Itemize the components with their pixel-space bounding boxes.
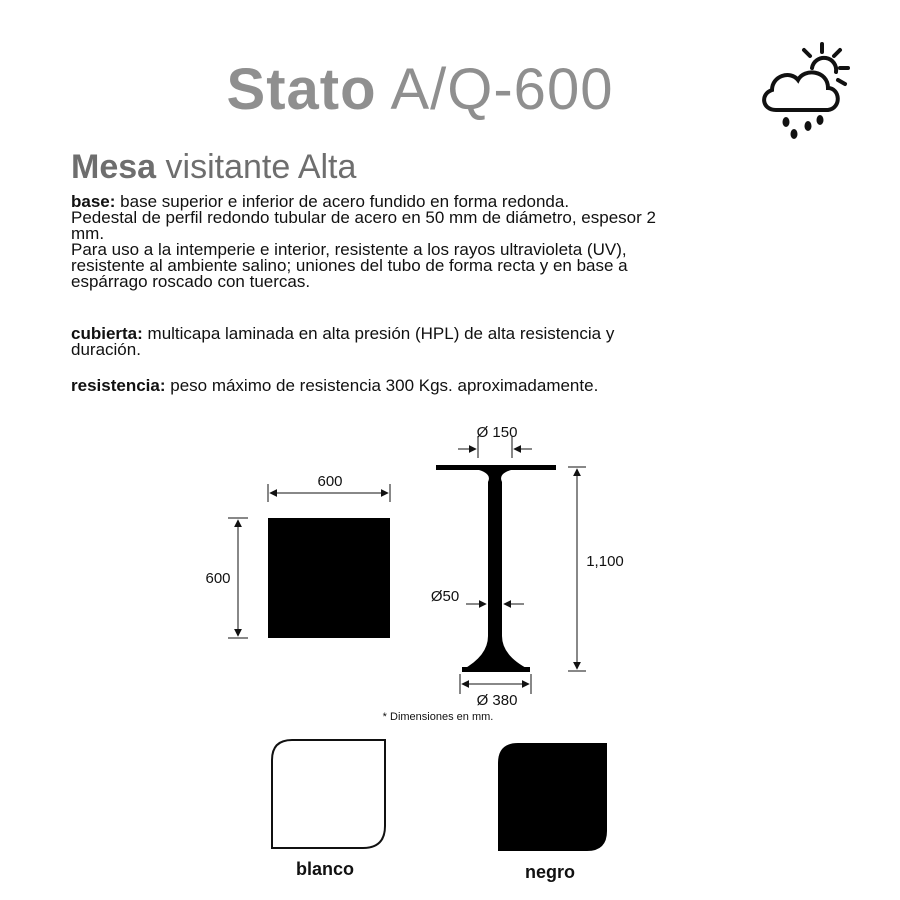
column-diameter-label: Ø50 xyxy=(430,588,460,605)
finish-label-blanco: blanco xyxy=(295,859,354,879)
finish-label-negro: negro xyxy=(524,862,575,882)
width-label: 600 xyxy=(317,473,343,490)
spec-cubierta-line1: multicapa laminada en alta presión (HPL) de alta resistencia y xyxy=(147,324,615,343)
subtitle-bold: Mesa xyxy=(71,148,157,186)
spec-base-label: base: xyxy=(71,192,116,211)
spec-base-line5: resistente al ambiente salino; uniones del tubo de forma recta y en base a xyxy=(71,256,628,275)
spec-cubierta-line2: duración. xyxy=(71,340,141,359)
dimensions-note: * Dimensiones en mm. xyxy=(382,711,494,723)
swatch-negro xyxy=(498,743,607,851)
spec-base-line6: espárrago roscado con tuercas. xyxy=(71,272,311,291)
base-diameter-label: Ø 380 xyxy=(476,692,518,709)
spec-base-line3: mm. xyxy=(71,224,105,243)
spec-base-line4: Para uso a la intemperie e interior, resistente a los rayos ultravioleta (UV), xyxy=(71,240,627,259)
height-label: 1,100 xyxy=(586,553,624,570)
brand-name: Stato xyxy=(226,57,377,122)
depth-label: 600 xyxy=(205,570,231,587)
tabletop-top-view xyxy=(268,518,390,638)
spec-cubierta-label: cubierta: xyxy=(71,324,143,343)
table-side-view xyxy=(436,465,556,672)
swatch-blanco xyxy=(272,740,385,848)
spec-resistencia-text: peso máximo de resistencia 300 Kgs. aproximadamente. xyxy=(170,376,599,395)
subtitle-rest: visitante Alta xyxy=(165,148,357,186)
connector-diameter-label: Ø 150 xyxy=(476,424,518,441)
spec-base-line2: Pedestal de perfil redondo tubular de acero en 50 mm de diámetro, espesor 2 xyxy=(71,208,656,227)
spec-resistencia-label: resistencia: xyxy=(71,376,166,395)
model-name: A/Q-600 xyxy=(390,57,614,122)
spec-base-line1: base superior e inferior de acero fundido en forma redonda. xyxy=(120,192,570,211)
